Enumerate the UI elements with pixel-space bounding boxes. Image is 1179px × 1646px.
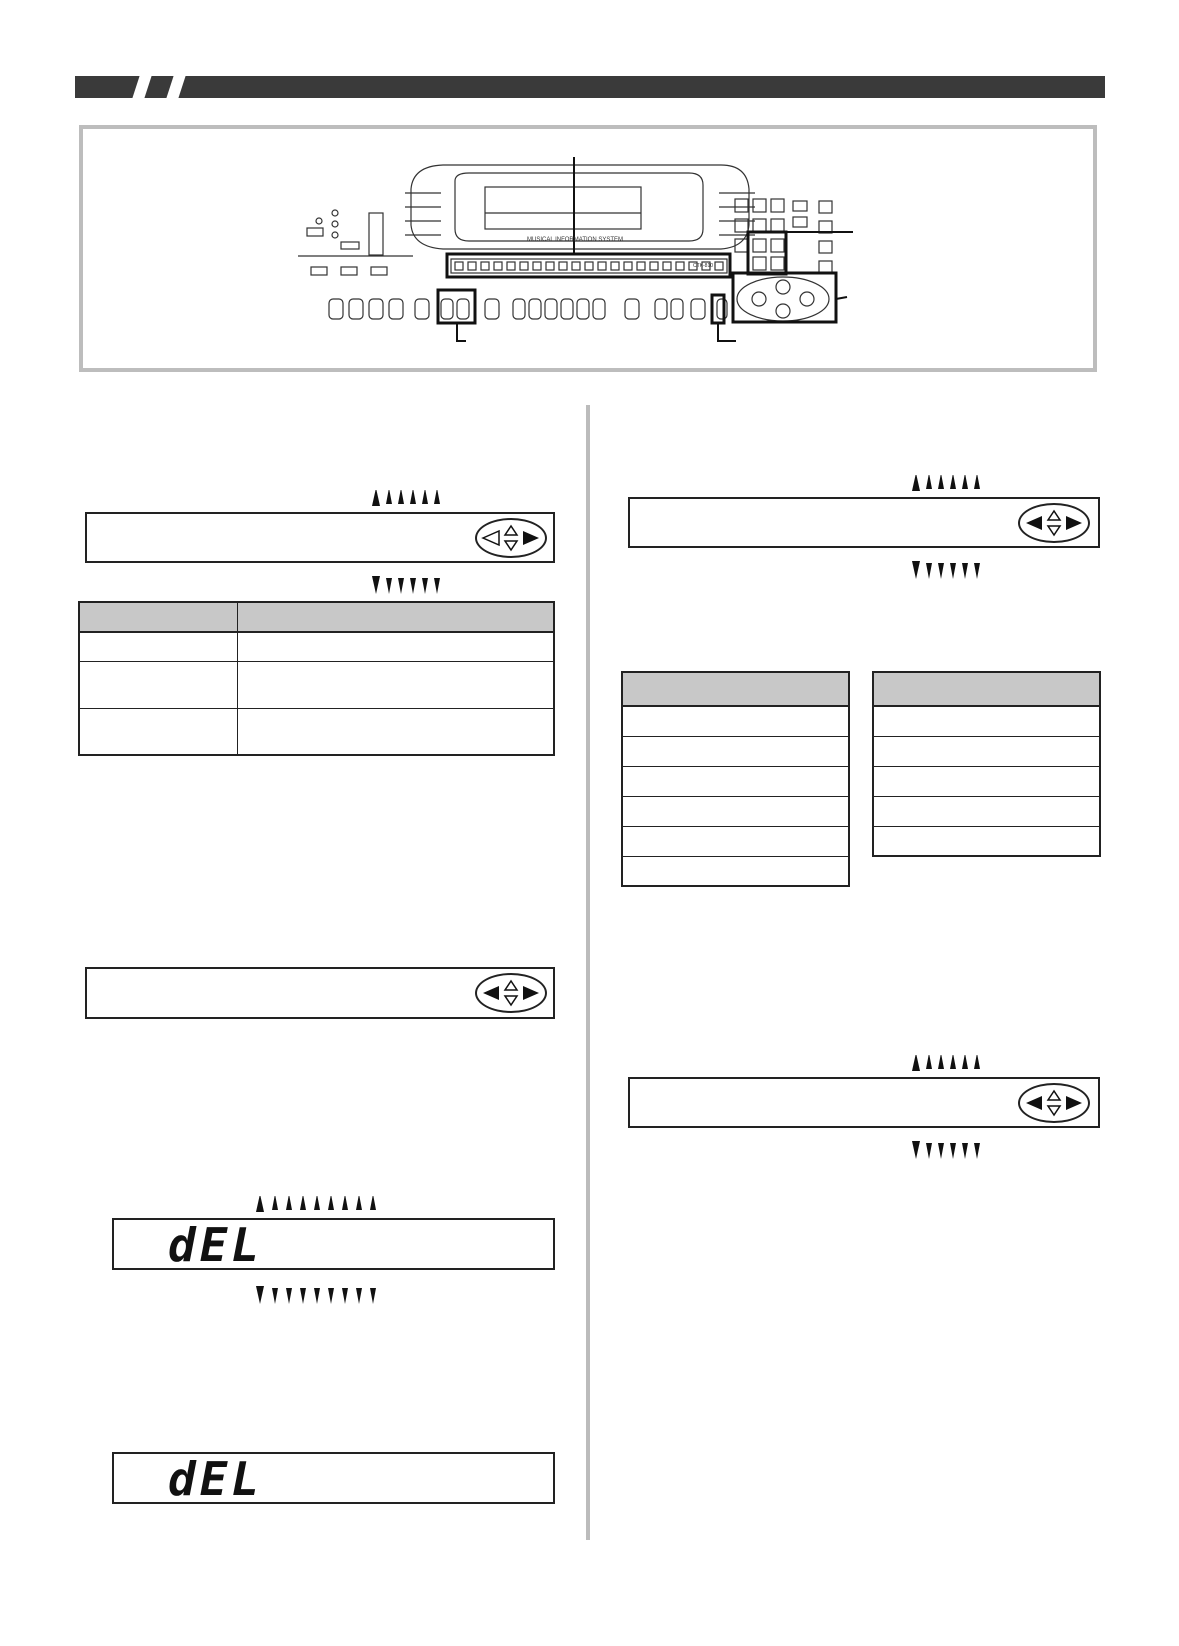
table-cell	[238, 708, 555, 755]
arrows-icon	[1020, 1085, 1088, 1121]
table-cell	[79, 661, 238, 708]
keyboard-illustration	[79, 125, 1097, 372]
column-divider	[586, 405, 590, 1540]
direction-indicator	[1018, 503, 1090, 543]
table-cell	[873, 706, 1100, 736]
page-header-bar	[75, 76, 1105, 98]
table-header-cell	[79, 602, 238, 632]
list-table-a	[621, 671, 850, 887]
table-cell	[622, 706, 849, 736]
arrows-icon	[477, 520, 545, 556]
table-cell	[238, 632, 555, 661]
lcd-display	[112, 1452, 555, 1504]
table-cell	[622, 736, 849, 766]
list-table-b	[872, 671, 1101, 857]
table-cell	[622, 796, 849, 826]
table-cell	[238, 661, 555, 708]
lcd-display	[112, 1218, 555, 1270]
direction-indicator	[475, 518, 547, 558]
table-cell	[873, 796, 1100, 826]
direction-indicator	[1018, 1083, 1090, 1123]
table-cell	[79, 632, 238, 661]
lcd-text: dEL	[168, 1218, 264, 1272]
table-header-cell	[238, 602, 555, 632]
table-cell	[622, 856, 849, 886]
table-cell	[622, 826, 849, 856]
table-cell	[622, 766, 849, 796]
arrows-icon	[477, 975, 545, 1011]
table-cell	[79, 708, 238, 755]
table-cell	[873, 766, 1100, 796]
model-label: CTK-810	[693, 263, 714, 269]
arrows-icon	[1020, 505, 1088, 541]
lcd-text: dEL	[168, 1452, 264, 1506]
table-header-cell	[873, 672, 1100, 706]
table-cell	[873, 736, 1100, 766]
panel-label: MUSICAL INFORMATION SYSTEM	[526, 237, 624, 243]
keyboard-drawing	[83, 129, 1093, 368]
table-header-cell	[622, 672, 849, 706]
table-cell	[873, 826, 1100, 856]
settings-table	[78, 601, 555, 756]
direction-indicator	[475, 973, 547, 1013]
